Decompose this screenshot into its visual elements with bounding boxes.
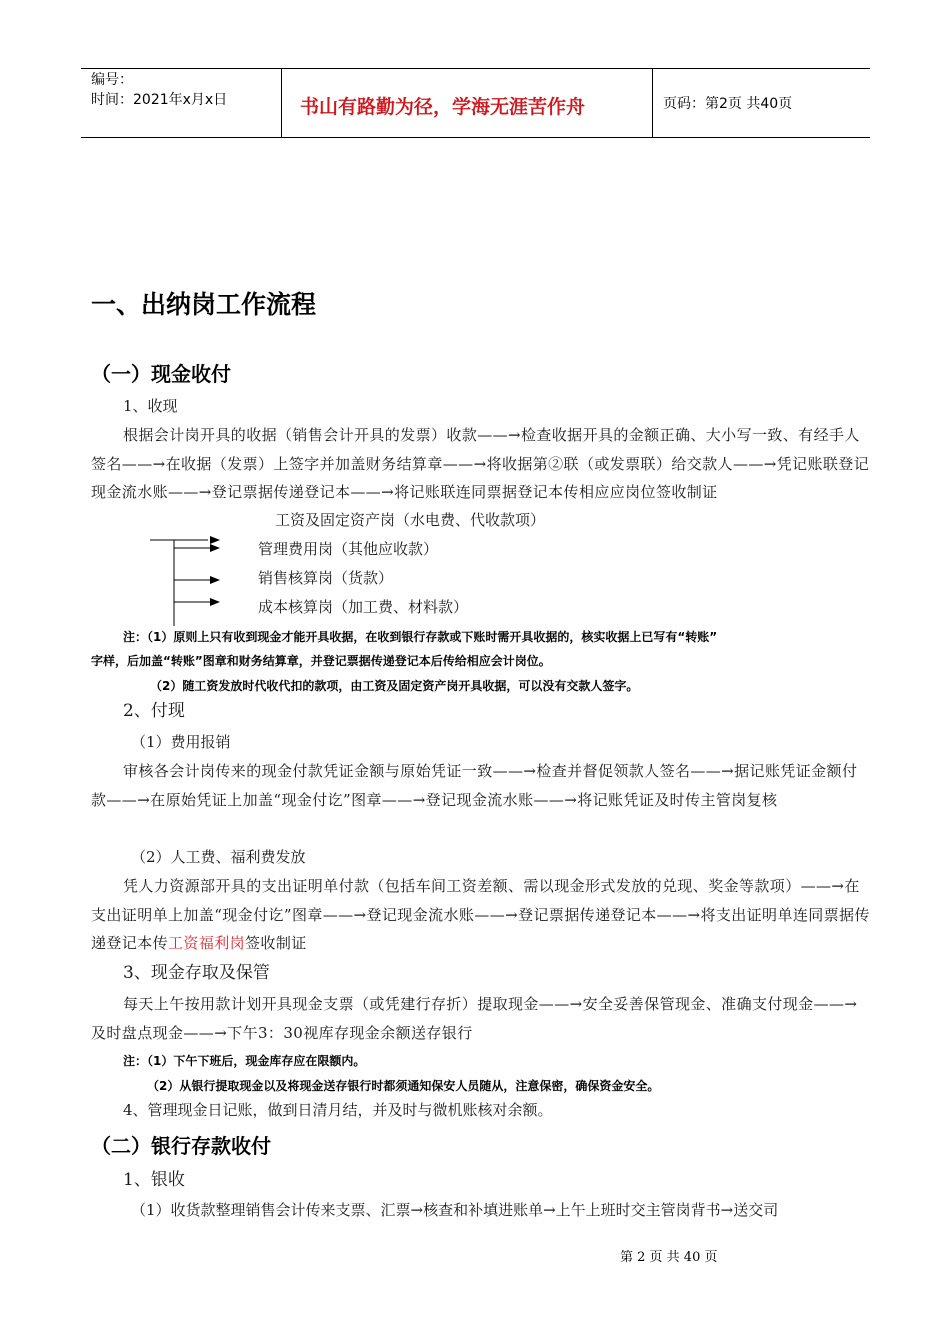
- section-heading: （一）现金收付: [91, 362, 231, 386]
- header-divider: [652, 69, 653, 137]
- page-footer: 第 2 页 共 40 页: [620, 1250, 718, 1265]
- branch-item: 成本核算岗（加工费、材料款）: [258, 598, 469, 616]
- branch-arrows-diagram: [150, 536, 240, 628]
- paragraph: 4、管理现金日记账，做到日清月结，并及时与微机账核对余额。: [123, 1101, 553, 1119]
- header-motto: 书山有路勤为径，学海无涯苦作舟: [300, 96, 586, 118]
- subsection-label: 2、付现: [123, 701, 185, 721]
- page-title: 一、出纳岗工作流程: [91, 290, 317, 319]
- subsection-label: （2）人工费、福利费发放: [131, 848, 306, 866]
- header-page-code: 页码：第2页 共40页: [663, 96, 793, 112]
- note-text: 字样，后加盖“转账”图章和财务结算章，并登记票据传递登记本后传给相应会计岗位。: [91, 654, 551, 668]
- paragraph: [91, 872, 871, 958]
- note-text: （2）随工资发放时代收代扣的款项，由工资及固定资产岗开具收据，可以没有交款人签字。: [150, 679, 639, 693]
- branch-item: 工资及固定资产岗（水电费、代收款项）: [275, 511, 546, 529]
- branch-item: 管理费用岗（其他应收款）: [258, 540, 439, 558]
- note-text: （2）从银行提取现金以及将现金送存银行时都须通知保安人员随从，注意保密，确保资金安全。: [147, 1079, 660, 1093]
- paragraph: 每天上午按用款计划开具现金支票（或凭建行存折）提取现金——→安全妥善保管现金、准确支付现金——→及时盘点现金——→下午3：30视库存现金余额送存银行: [91, 995, 858, 1042]
- subsection-label: 3、现金存取及保管: [123, 963, 270, 983]
- document-time-label: 时间：2021年x月x日: [91, 92, 228, 108]
- branch-item: 销售核算岗（货款）: [258, 569, 394, 587]
- subsection-label: （1）费用报销: [131, 733, 231, 751]
- section-heading: （二）银行存款收付: [91, 1134, 271, 1158]
- paragraph: 审核各会计岗传来的现金付款凭证金额与原始凭证一致——→检查并督促领款人签名——→据记账凭证金额付款——→在原始凭证上加盖“现金付讫”图章——→登记现金流水账——→将记账凭证及时传主管岗复核: [91, 762, 858, 809]
- highlighted-text: 工资福利岗: [168, 934, 246, 952]
- header-divider: [281, 69, 282, 137]
- paragraph: 根据会计岗开具的收据（销售会计开具的发票）收款——→检查收据开具的金额正确、大小写一致、有经手人签名——→在收据（发票）上签字并加盖财务结算章——→将收据第②联（或发票联）给交款人——→凭记账联登记现金流水账——→登记票据传递登记本——→将记账联连同票据登记本传相应应岗位签收制证: [91, 426, 870, 501]
- paragraph-text: 签收制证: [245, 934, 307, 952]
- document-number-label: 编号：: [91, 72, 133, 88]
- subsection-label: 1、银收: [123, 1170, 185, 1190]
- note-text: 注：（1）下午下班后，现金库存应在限额内。: [123, 1054, 366, 1068]
- note-text: 注：（1）原则上只有收到现金才能开具收据，在收到银行存款或下账时需开具收据的，核实收据上已写有“转账”: [123, 630, 718, 644]
- subsection-label: 1、收现: [123, 397, 178, 415]
- paragraph: （1）收货款整理销售会计传来支票、汇票→核查和补填进账单→上午上班时交主管岗背书→送交司: [131, 1201, 779, 1219]
- paragraph-text: 凭人力资源部开具的支出证明单付款（包括车间工资差额、需以现金形式发放的兑现、奖金等款项）——→在支出证明单上加盖“现金付讫”图章——→登记现金流水账——→登记票据传递登记本——→将支出证明单连同票据传递登记本传: [91, 877, 870, 952]
